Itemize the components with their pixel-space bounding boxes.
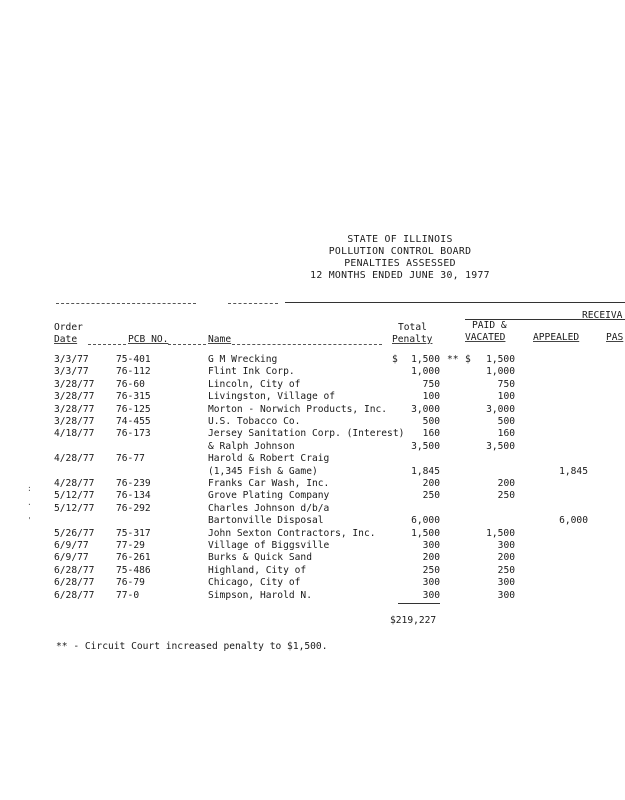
- row-appealed: 1,845: [559, 465, 588, 477]
- row-paid-vacated: 1,500: [486, 527, 515, 539]
- row-name: G M Wrecking: [208, 354, 278, 365]
- row-total-penalty: 300: [422, 540, 440, 551]
- row-total-penalty: 3,000: [411, 403, 440, 415]
- row-total-dollar: $: [392, 354, 398, 365]
- row-name: Charles Johnson d/b/a: [208, 502, 330, 514]
- row-paid-vacated: 100: [497, 391, 515, 403]
- row-paid-dollar: $: [465, 354, 471, 365]
- row-name: Chicago, City of: [208, 577, 301, 589]
- header-dash-3: [232, 344, 382, 345]
- row-name: Franks Car Wash, Inc.: [208, 478, 330, 489]
- col-pcb-no: PCB NO.: [128, 334, 169, 345]
- row-date: 6/28/77: [54, 564, 95, 576]
- row-total-penalty: 6,000: [411, 515, 440, 527]
- row-date: 5/12/77: [54, 490, 95, 502]
- row-total-penalty: 500: [422, 416, 440, 427]
- row-name: Village of Biggsville: [208, 540, 330, 551]
- row-date: 6/9/77: [54, 540, 89, 551]
- row-date: 3/28/77: [54, 403, 95, 415]
- table-row: [0, 478, 625, 490]
- row-pcb-no: 76-239: [116, 478, 151, 489]
- top-rule-left: [56, 303, 196, 304]
- table-row: [0, 453, 625, 465]
- margin-mark: ·: [27, 500, 32, 509]
- row-name: Morton - Norwich Products, Inc.: [208, 403, 388, 415]
- table-row: [0, 416, 625, 428]
- row-name: Burks & Quick Sand: [208, 552, 312, 564]
- row-pcb-no: 76-173: [116, 428, 151, 440]
- row-name: Livingston, Village of: [208, 391, 336, 403]
- col-paid-2: VACATED: [465, 332, 506, 343]
- row-name: John Sexton Contractors, Inc.: [208, 527, 376, 539]
- row-paid-vacated: 250: [497, 490, 515, 502]
- row-name: Bartonville Disposal: [208, 515, 324, 527]
- row-date: 5/12/77: [54, 502, 95, 514]
- table-row: [0, 404, 625, 416]
- top-rule-right: [285, 302, 625, 303]
- row-paid-vacated: 200: [497, 478, 515, 489]
- row-name: Jersey Sanitation Corp. (Interest): [208, 428, 405, 440]
- row-name: Flint Ink Corp.: [208, 366, 295, 378]
- col-past: PAS: [606, 332, 624, 343]
- row-pcb-no: 76-315: [116, 391, 151, 403]
- table-row: [0, 391, 625, 403]
- col-appealed: APPEALED: [533, 332, 580, 343]
- table-row: [0, 379, 625, 391]
- table-row: [0, 441, 625, 453]
- row-total-penalty: 200: [422, 552, 440, 564]
- header-board: POLLUTION CONTROL BOARD: [328, 246, 472, 257]
- row-pcb-no: 77-29: [116, 540, 145, 551]
- table-row: [0, 515, 625, 527]
- row-pcb-no: 75-486: [116, 564, 151, 576]
- row-paid-vacated: 750: [497, 378, 515, 390]
- table-row: [0, 590, 625, 602]
- row-date: 3/3/77: [54, 354, 89, 365]
- row-pcb-no: 74-455: [116, 416, 151, 427]
- margin-mark: ': [27, 516, 32, 525]
- grand-total: $219,227: [390, 615, 437, 626]
- row-pcb-no: 76-79: [116, 577, 145, 589]
- margin-mark: :: [27, 484, 32, 493]
- table-row: [0, 528, 625, 540]
- row-total-penalty: 300: [422, 577, 440, 589]
- row-appealed: 6,000: [559, 515, 588, 527]
- row-pcb-no: 75-317: [116, 527, 151, 539]
- row-name: & Ralph Johnson: [208, 440, 295, 452]
- row-date: 3/28/77: [54, 416, 95, 427]
- table-row: [0, 354, 625, 366]
- row-name: U.S. Tobacco Co.: [208, 416, 301, 427]
- col-total-1: Total: [398, 322, 427, 333]
- total-underline: [398, 603, 440, 604]
- row-total-penalty: 1,500: [411, 354, 440, 365]
- row-total-penalty: 250: [422, 564, 440, 576]
- top-rule-mid: [228, 303, 278, 304]
- row-date: 3/3/77: [54, 366, 89, 378]
- row-total-penalty: 300: [422, 589, 440, 601]
- col-total-2: Penalty: [392, 334, 433, 345]
- col-order-date-2: Date: [54, 334, 78, 345]
- row-total-penalty: 1,500: [411, 527, 440, 539]
- row-name: Harold & Robert Craig: [208, 453, 330, 465]
- row-date: 6/28/77: [54, 589, 95, 601]
- header-dash-2: [168, 344, 206, 345]
- row-date: 4/28/77: [54, 453, 95, 465]
- header-state: STATE OF ILLINOIS: [347, 234, 453, 245]
- row-pcb-no: 77-0: [116, 589, 140, 601]
- row-name: Highland, City of: [208, 564, 307, 576]
- table-row: [0, 540, 625, 552]
- row-date: 6/9/77: [54, 552, 89, 564]
- table-row: [0, 490, 625, 502]
- row-name: (1,345 Fish & Game): [208, 465, 318, 477]
- row-name: Lincoln, City of: [208, 378, 301, 390]
- row-paid-vacated: 3,000: [486, 403, 515, 415]
- header-title: PENALTIES ASSESSED: [344, 258, 456, 269]
- row-pcb-no: 76-261: [116, 552, 151, 564]
- footnote: ** - Circuit Court increased penalty to $1,500.: [56, 641, 328, 652]
- row-paid-vacated: 500: [497, 416, 515, 427]
- row-total-penalty: 250: [422, 490, 440, 502]
- row-total-penalty: 1,000: [411, 366, 440, 378]
- row-name: Grove Plating Company: [208, 490, 330, 502]
- row-date: 5/26/77: [54, 527, 95, 539]
- row-date: 3/28/77: [54, 378, 95, 390]
- row-paid-vacated: 3,500: [486, 440, 515, 452]
- row-paid-vacated: 300: [497, 540, 515, 551]
- row-date: 6/28/77: [54, 577, 95, 589]
- col-name: Name: [208, 334, 232, 345]
- header-period: 12 MONTHS ENDED JUNE 30, 1977: [310, 270, 490, 281]
- table-row: [0, 366, 625, 378]
- row-pcb-no: 76-77: [116, 453, 145, 465]
- row-total-penalty: 160: [422, 428, 440, 440]
- col-order-date-1: Order: [54, 322, 83, 333]
- table-row: [0, 428, 625, 440]
- header-dash-1: [88, 344, 126, 345]
- row-paid-vacated: 200: [497, 552, 515, 564]
- table-row: [0, 466, 625, 478]
- table-row: [0, 503, 625, 515]
- row-date: 3/28/77: [54, 391, 95, 403]
- col-paid-1: PAID &: [472, 320, 507, 331]
- row-total-penalty: 750: [422, 378, 440, 390]
- row-pcb-no: 76-112: [116, 366, 151, 378]
- row-total-penalty: 100: [422, 391, 440, 403]
- row-total-penalty: 3,500: [411, 440, 440, 452]
- table-row: [0, 565, 625, 577]
- table-row: [0, 577, 625, 589]
- row-paid-vacated: 1,500: [486, 354, 515, 365]
- row-paid-vacated: 160: [497, 428, 515, 440]
- row-pcb-no: 76-125: [116, 403, 151, 415]
- row-total-penalty: 1,845: [411, 465, 440, 477]
- row-paid-vacated: 1,000: [486, 366, 515, 378]
- row-paid-vacated: 300: [497, 589, 515, 601]
- row-date: 4/28/77: [54, 478, 95, 489]
- row-pcb-no: 76-60: [116, 378, 145, 390]
- row-date: 4/18/77: [54, 428, 95, 440]
- row-paid-vacated: 300: [497, 577, 515, 589]
- row-total-penalty: 200: [422, 478, 440, 489]
- col-receivable: RECEIVA: [582, 310, 623, 321]
- row-pcb-no: 76-292: [116, 502, 151, 514]
- row-pcb-no: 76-134: [116, 490, 151, 502]
- row-name: Simpson, Harold N.: [208, 589, 312, 601]
- row-footnote-mark: **: [447, 354, 459, 365]
- table-row: [0, 552, 625, 564]
- row-pcb-no: 75-401: [116, 354, 151, 365]
- row-paid-vacated: 250: [497, 564, 515, 576]
